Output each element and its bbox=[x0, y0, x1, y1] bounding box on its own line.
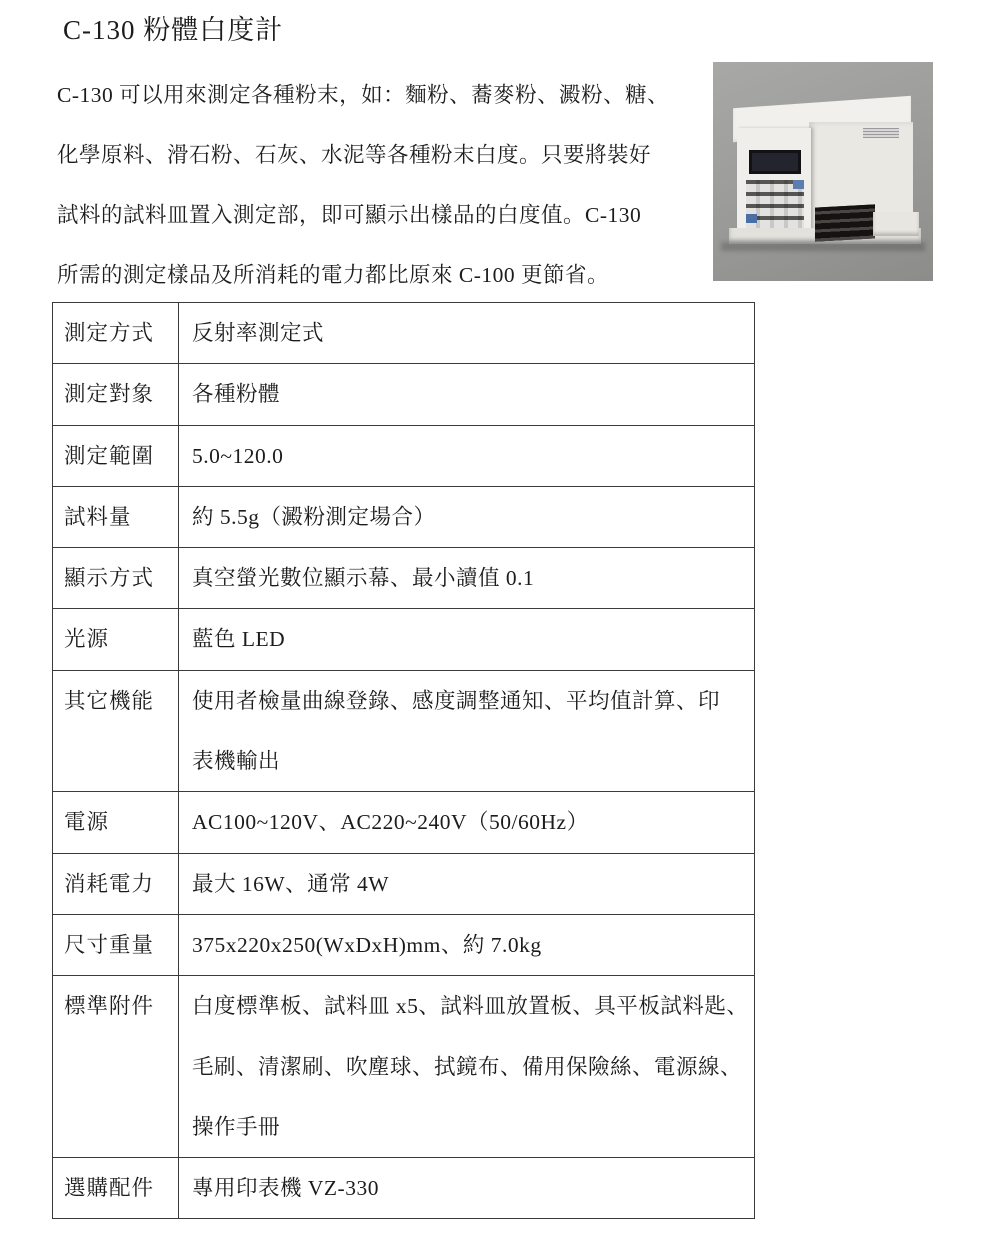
spec-value bbox=[179, 548, 755, 609]
page-title: C-130 粉體白度計 bbox=[63, 15, 284, 45]
spec-row bbox=[53, 303, 755, 364]
device-display-screen bbox=[752, 153, 798, 171]
spec-label: 光源 bbox=[53, 609, 179, 670]
spec-row bbox=[53, 914, 755, 975]
spec-label: 顯示方式 bbox=[53, 548, 179, 609]
spec-label: 測定範圍 bbox=[53, 425, 179, 486]
spec-label: 測定對象 bbox=[53, 364, 179, 425]
spec-value-line: 反射率測定式 bbox=[192, 321, 325, 345]
spec-label: 測定方式 bbox=[53, 303, 179, 364]
spec-value-line: 約 5.5g（澱粉測定場合） bbox=[192, 504, 436, 529]
description-line: 試料的試料皿置入測定部，即可顯示出樣品的白度值。C-130 bbox=[57, 203, 642, 227]
spec-row bbox=[53, 853, 755, 914]
spec-value bbox=[179, 303, 755, 364]
device-keypad-blue-key bbox=[793, 180, 804, 189]
device-base-step bbox=[873, 212, 919, 236]
spec-label: 消耗電力 bbox=[53, 853, 179, 914]
spec-table bbox=[52, 302, 755, 1219]
spec-row bbox=[53, 792, 755, 853]
spec-value-line: 各種粉體 bbox=[192, 382, 281, 407]
spec-row bbox=[53, 670, 755, 792]
spec-value-line: 表機輸出 bbox=[192, 749, 281, 774]
spec-value bbox=[179, 1158, 755, 1219]
spec-value bbox=[179, 609, 755, 670]
sample-tray bbox=[815, 204, 875, 241]
spec-label: 試料量 bbox=[53, 486, 179, 547]
description-line: 所需的測定樣品及所消耗的電力都比原來 C-100 更節省。 bbox=[57, 263, 610, 287]
spec-row bbox=[53, 609, 755, 670]
spec-value-line: 白度標準板、試料皿 x5、試料皿放置板、具平板試料匙、 bbox=[192, 994, 749, 1019]
description-line: C-130 可以用來測定各種粉末，如：麵粉、蕎麥粉、澱粉、糖、 bbox=[57, 83, 670, 107]
spec-value-line: 最大 16W、通常 4W bbox=[192, 871, 390, 896]
description-line: 化學原料、滑石粉、石灰、水泥等各種粉末白度。只要將裝好 bbox=[57, 143, 652, 167]
spec-value-line: 5.0~120.0 bbox=[192, 443, 284, 468]
spec-value-line: AC100~120V、AC220~240V（50/60Hz） bbox=[192, 810, 589, 835]
device-shadow bbox=[721, 242, 925, 251]
spec-value bbox=[179, 670, 755, 792]
spec-value-line: 真空螢光數位顯示幕、最小讀值 0.1 bbox=[192, 566, 535, 591]
spec-label: 電源 bbox=[53, 792, 179, 853]
spec-value bbox=[179, 425, 755, 486]
spec-value-line: 藍色 LED bbox=[192, 627, 286, 652]
spec-row bbox=[53, 1158, 755, 1219]
spec-value bbox=[179, 914, 755, 975]
spec-value-line: 375x220x250(WxDxH)mm、約 7.0kg bbox=[192, 932, 542, 957]
spec-value bbox=[179, 853, 755, 914]
product-photo bbox=[713, 62, 933, 281]
spec-row bbox=[53, 364, 755, 425]
spec-row bbox=[53, 976, 755, 1158]
spec-value bbox=[179, 364, 755, 425]
spec-row bbox=[53, 486, 755, 547]
spec-value-line: 專用印表機 VZ-330 bbox=[192, 1176, 379, 1201]
spec-value bbox=[179, 792, 755, 853]
product-description bbox=[57, 65, 727, 305]
device-display bbox=[749, 150, 801, 174]
spec-value-line: 操作手冊 bbox=[192, 1114, 281, 1139]
spec-value-line: 毛刷、清潔刷、吹塵球、拭鏡布、備用保險絲、電源線、 bbox=[192, 1054, 743, 1079]
spec-label: 尺寸重量 bbox=[53, 914, 179, 975]
spec-row bbox=[53, 548, 755, 609]
device-keypad-blue-key bbox=[746, 214, 757, 223]
spec-value bbox=[179, 976, 755, 1158]
spec-value-line: 使用者檢量曲線登錄、感度調整通知、平均值計算、印 bbox=[192, 688, 721, 713]
spec-row bbox=[53, 425, 755, 486]
device-nameplate bbox=[863, 128, 899, 138]
spec-label: 其它機能 bbox=[53, 670, 179, 792]
spec-label: 標準附件 bbox=[53, 976, 179, 1158]
spec-value bbox=[179, 486, 755, 547]
spec-label: 選購配件 bbox=[53, 1158, 179, 1219]
